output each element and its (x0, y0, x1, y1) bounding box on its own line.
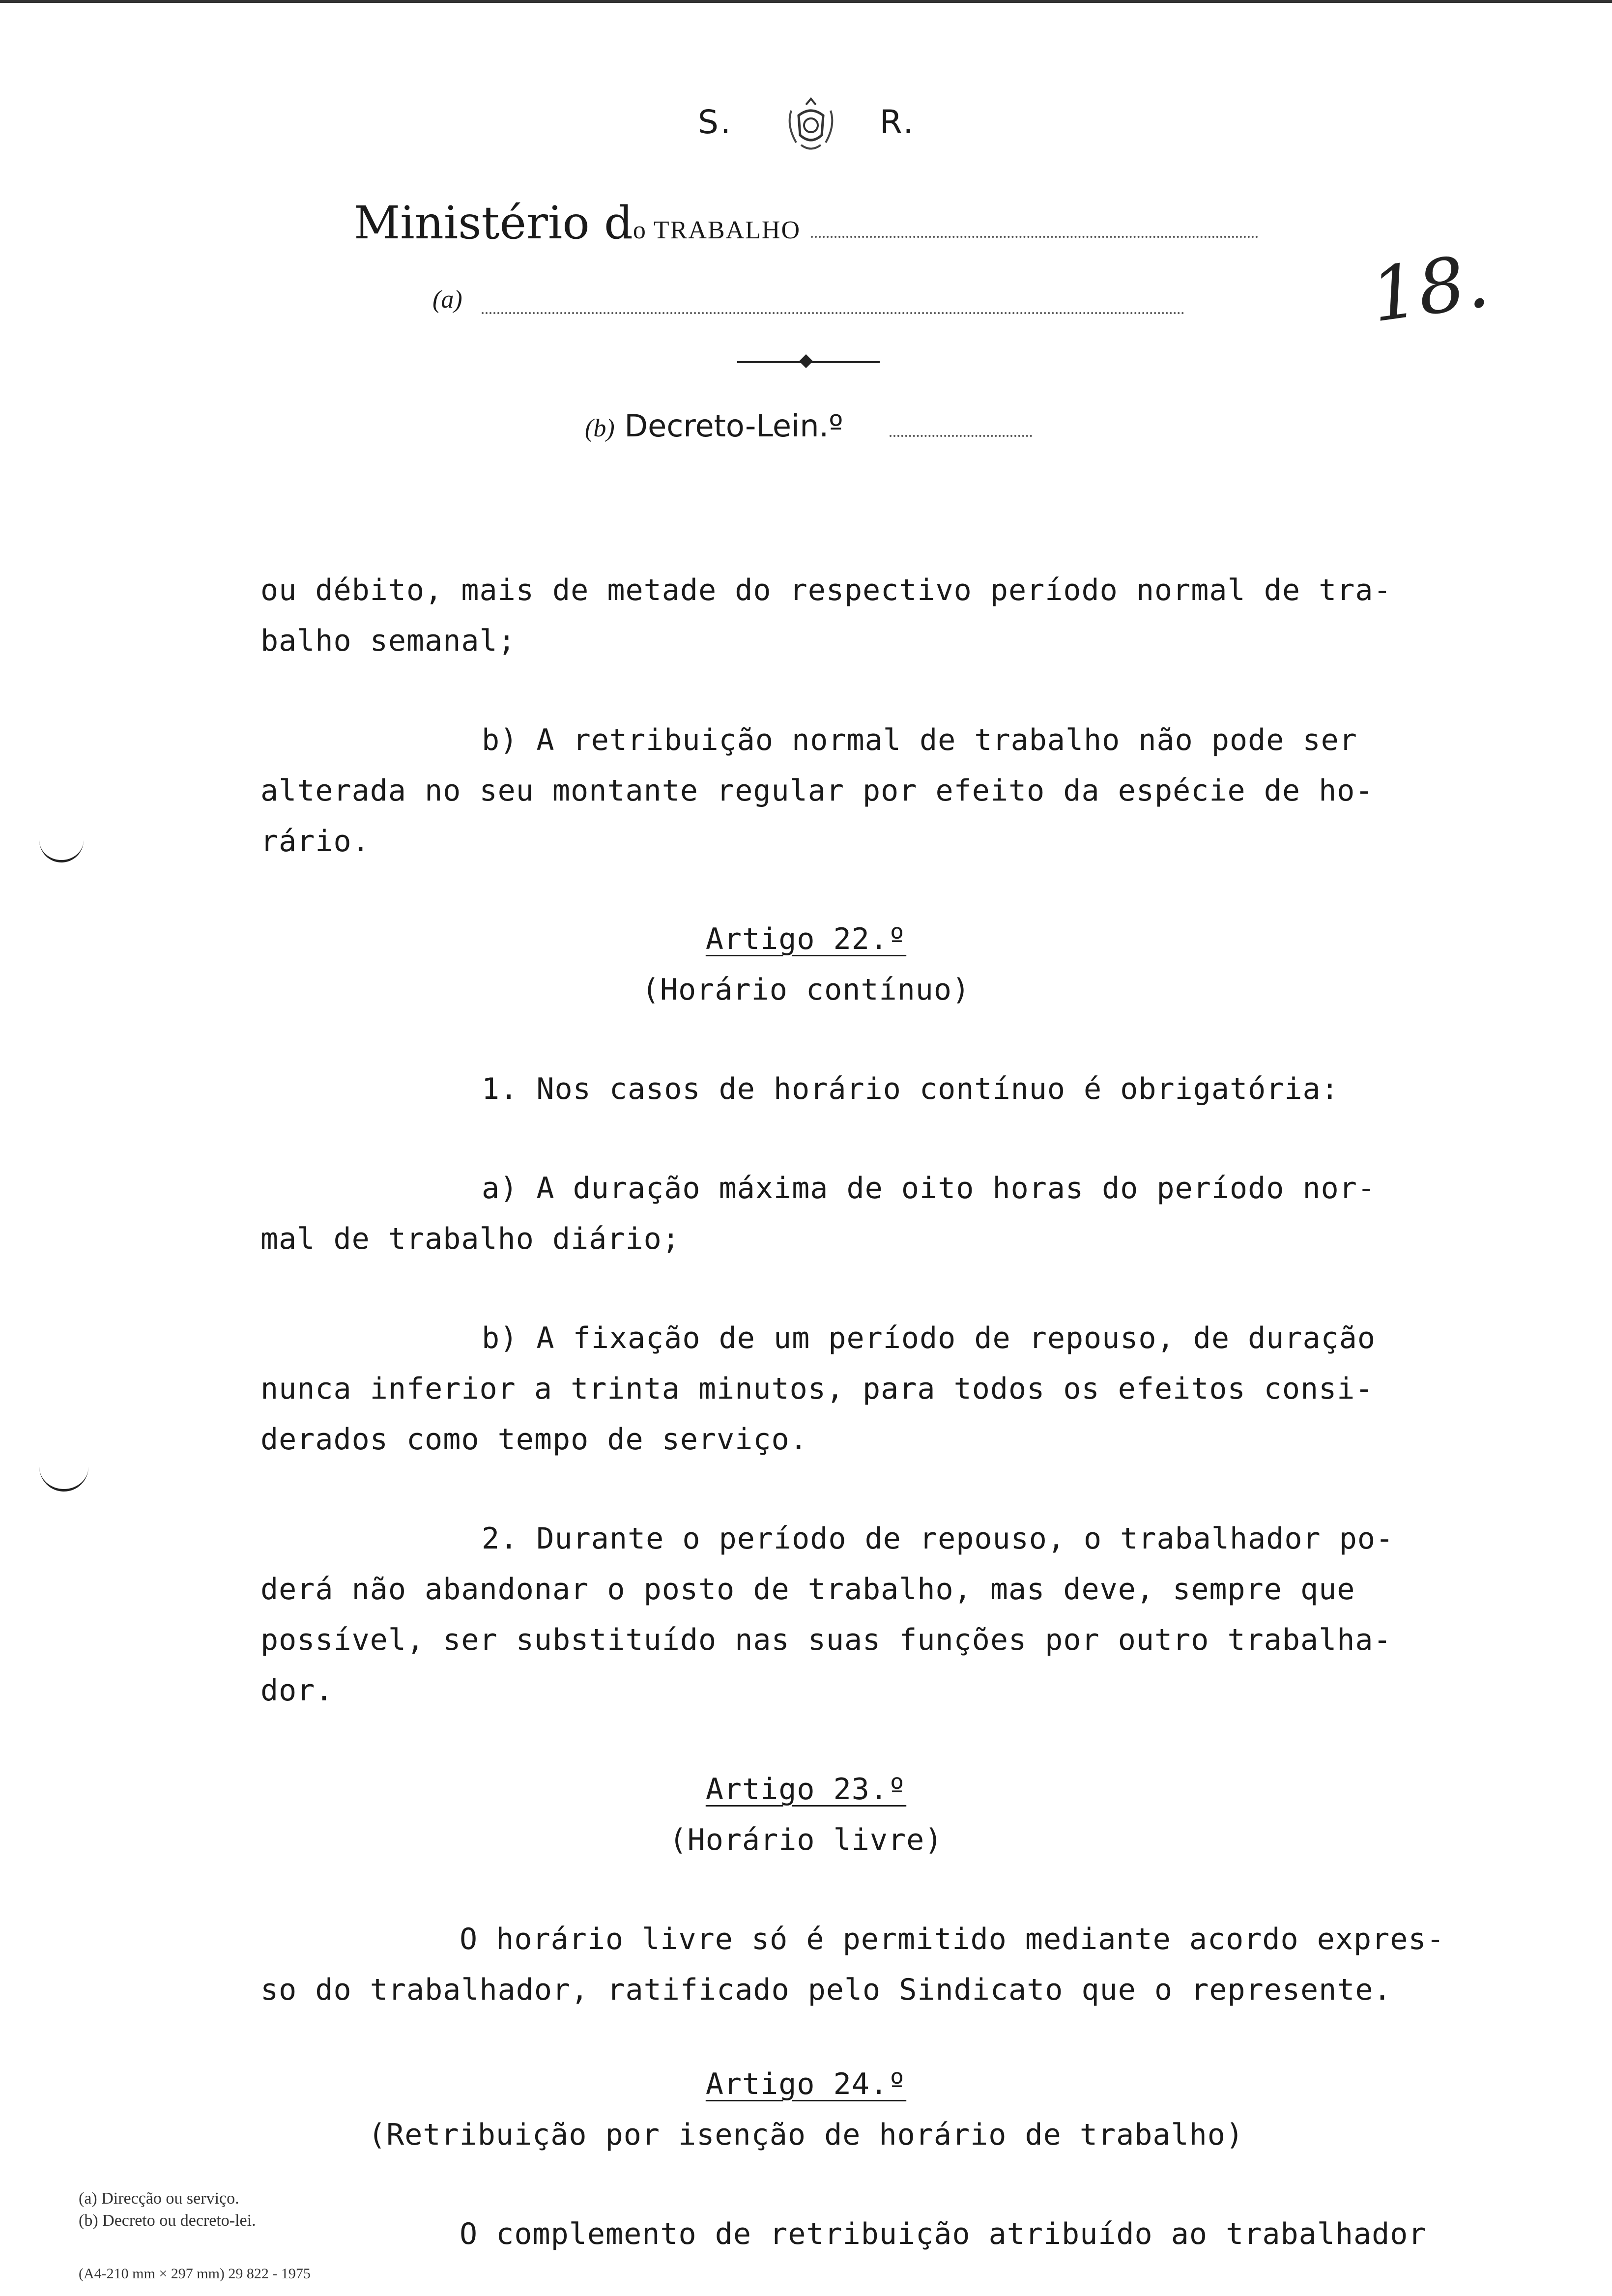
body-line: alterada no seu montante regular por efeito da espécie de ho- (260, 774, 1374, 808)
body-line: mal de trabalho diário; (260, 1222, 680, 1256)
handwritten-page-number: 18. (1366, 238, 1494, 339)
decree-label-b: (b) (585, 414, 615, 442)
ministry-prefix: Ministério d (354, 197, 633, 249)
body-line: 2. Durante o período de repouso, o trabalhador po- (482, 1521, 1394, 1556)
decree-label: Decreto-Lei (624, 408, 800, 444)
body-line: derá não abandonar o posto de trabalho, mas deve, sempre que (260, 1572, 1355, 1607)
ministry-title (354, 197, 801, 249)
article-24-heading: Artigo 24.º (705, 2067, 907, 2101)
punch-mark (39, 1455, 88, 1492)
decree-dotted-line (890, 435, 1032, 437)
body-line: nunca inferior a trinta minutos, para todos os efeitos consi- (260, 1372, 1374, 1406)
punch-mark (39, 826, 84, 862)
coat-of-arms-icon (781, 96, 840, 155)
body-line: O complemento de retribuição atribuído ao trabalhador (460, 2217, 1427, 2251)
article-23-heading: Artigo 23.º (705, 1772, 907, 1807)
body-line: ou débito, mais de metade do respectivo período normal de tra- (260, 573, 1392, 607)
top-border (0, 0, 1612, 3)
body-line: derados como tempo de serviço. (260, 1422, 808, 1457)
print-info: (A4-210 mm × 297 mm) 29 822 - 1975 (79, 2266, 311, 2282)
body-line: b) A retribuição normal de trabalho não pode ser (482, 723, 1357, 757)
body-line: O horário livre só é permitido mediante acordo expres- (460, 1922, 1445, 1956)
decree-line (585, 408, 843, 444)
ministry-dotted-line (811, 236, 1258, 238)
body-line: possível, ser substituído nas suas funções por outro trabalha- (260, 1623, 1392, 1657)
article-23-subtitle: (Horário livre) (669, 1823, 943, 1857)
direction-dotted-line (482, 312, 1184, 314)
body-line: 1. Nos casos de horário contínuo é obrigatória: (482, 1072, 1339, 1106)
sr-left: S. (698, 103, 733, 141)
body-line: a) A duração máxima de oito horas do período nor- (482, 1171, 1376, 1205)
decree-number-label: n.º (800, 408, 843, 444)
body-line: dor. (260, 1673, 334, 1708)
article-22-subtitle: (Horário contínuo) (641, 973, 971, 1007)
direction-label: (a) (432, 286, 462, 314)
sr-header (698, 103, 916, 141)
body-line: rário. (260, 824, 370, 859)
footnote-a: (a) Direcção ou serviço. (79, 2189, 239, 2208)
footnote-b: (b) Decreto ou decreto-lei. (79, 2211, 256, 2230)
article-22-heading: Artigo 22.º (705, 922, 907, 956)
ornament-divider (737, 361, 880, 363)
article-24-subtitle: (Retribuição por isenção de horário de trabalho) (368, 2118, 1244, 2152)
ministry-name: o TRABALHO (633, 216, 801, 244)
sr-right: R. (880, 103, 916, 141)
body-line: so do trabalhador, ratificado pelo Sindicato que o represente. (260, 1973, 1392, 2007)
body-line: b) A fixação de um período de repouso, de duração (482, 1321, 1376, 1355)
body-line: balho semanal; (260, 624, 516, 658)
